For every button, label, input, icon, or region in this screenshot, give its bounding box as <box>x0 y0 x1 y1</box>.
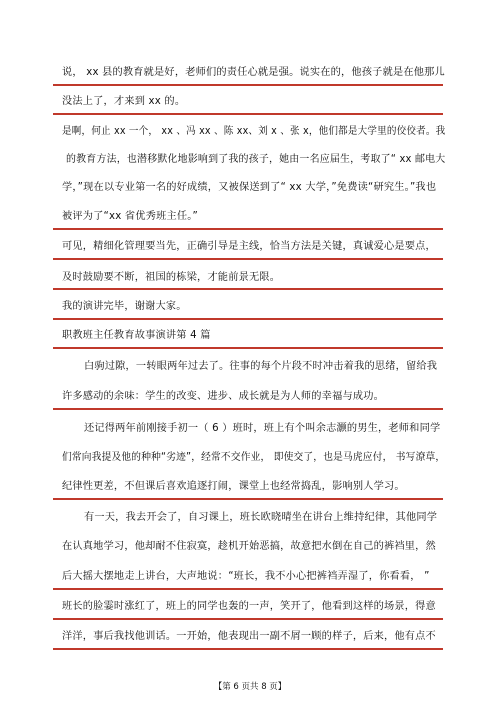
underline-rule <box>53 588 443 590</box>
text-line: 的教育方法，也潜移默化地影响到了我的孩子，她由一名应届生，考取了“ xx 邮电大 <box>66 154 446 165</box>
underline-rule <box>53 258 443 260</box>
text-line: 没法上了，才来到 xx 的。 <box>62 96 186 107</box>
text-line: 们常向我提及他的种种“劣迹”，经常不交作业， 即使交了，也是马虎应付， 书写潦草， <box>62 452 446 463</box>
text-line: 纪律性更差，不但课后喜欢追逐打闹，课堂上也经常捣乱，影响别人学习。 <box>62 481 405 492</box>
section-heading: 职教班主任教育故事演讲第 4 篇 <box>62 330 211 341</box>
text-line: 可见，精细化管理要当先，正确引导是主线，恰当方法是关键，真诚爱心是要点， <box>62 241 436 252</box>
page-footer: 【第 6 页共 8 页】 <box>213 682 287 692</box>
text-line: 洋洋，事后我找他训话。一开始，他表现出一副不屑一顾的样子，后来，他有点不 <box>62 631 436 642</box>
text-line: 学，”现在以专业第一名的好成绩，又被保送到了“ xx 大学，”免费读“研究生。”我也 <box>62 182 437 193</box>
text-line: 被评为了“xx 省优秀班主任。” <box>62 211 199 222</box>
text-line: 是啊，何止 xx 一个， xx 、冯 xx 、陈 xx、刘 x 、张 x，他们都是大学里的佼佼者。我 <box>62 126 446 137</box>
text-line: 许多感动的余味：学生的改变、进步、成长就是为人师的幸福与成功。 <box>62 391 385 402</box>
text-line: 后大摇大摆地走上讲台，大声地说：“班长，我不小心把裤裆弄湿了，你看看， ” <box>62 571 430 582</box>
underline-rule <box>53 498 443 500</box>
underline-rule <box>53 618 443 620</box>
underline-rule <box>53 113 443 115</box>
underline-rule <box>53 318 443 320</box>
text-line: 白驹过隙，一转眼两年过去了。往事的每个片段不时冲击着我的思绪，留给我 <box>84 361 438 372</box>
text-line: 及时鼓励要不断，祖国的栋梁，才能前景无限。 <box>62 272 281 283</box>
text-line: 班长的脸霎时涨红了，班上的同学也轰的一声，笑开了，他看到这样的场景，得意 <box>62 601 436 612</box>
underline-rule <box>53 228 443 230</box>
text-line: 有一天，我去开会了，自习课上，班长欧晓晴坐在讲台上维持纪律，其他同学 <box>84 512 438 523</box>
text-line: 在认真地学习，他却耐不住寂寞，趁机开始恶搞，故意把水倒在自己的裤裆里，然 <box>62 541 436 552</box>
text-line: 还记得两年前刚接手初一（ 6 ）班时，班上有个叫余志灏的男生，老师和同学 <box>84 423 441 434</box>
underline-rule <box>53 347 443 349</box>
text-line: 我的演讲完毕，谢谢大家。 <box>62 301 187 312</box>
underline-rule <box>53 84 443 86</box>
underline-rule <box>53 288 443 290</box>
underline-rule <box>53 408 443 410</box>
text-line: 说， xx 县的教育就是好，老师们的责任心就是强。说实在的，他孩子就是在他那儿 <box>62 67 445 78</box>
underline-rule <box>53 648 443 650</box>
